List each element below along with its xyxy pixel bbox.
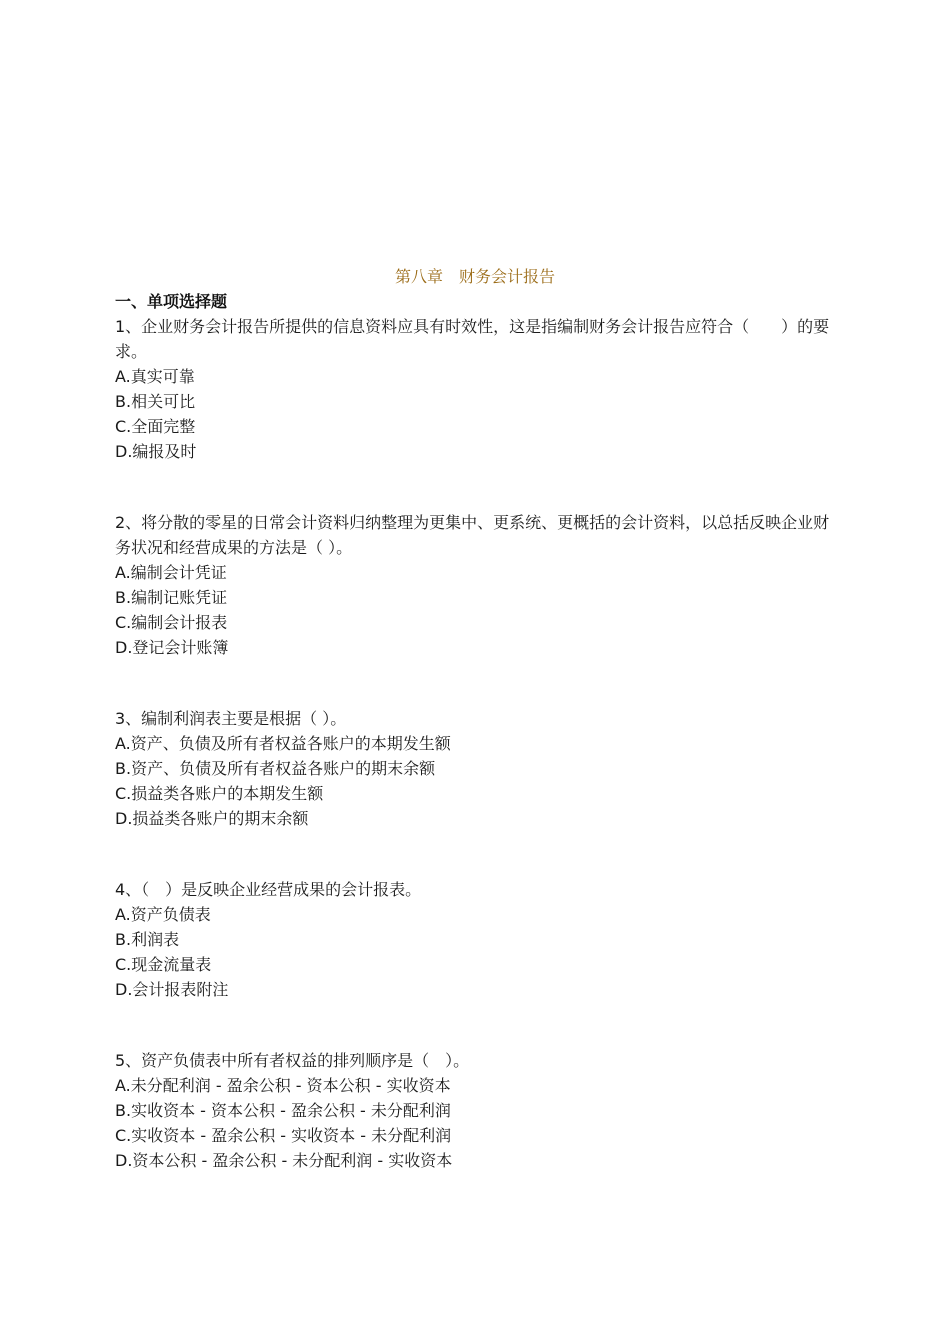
- option-c: C.实收资本 - 盈余公积 - 实收资本 - 未分配利润: [115, 1126, 452, 1145]
- question-text: 5、资产负债表中所有者权益的排列顺序是（ ）。: [115, 1051, 470, 1070]
- option-a: A.真实可靠: [115, 367, 195, 386]
- question-text: 2、将分散的零星的日常会计资料归纳整理为更集中、更系统、更概括的会计资料，以总括反映企业财务状况和经营成果的方法是（ ）。: [115, 513, 830, 557]
- section-heading: 一、单项选择题: [115, 292, 228, 311]
- chapter-title: 第八章 财务会计报告: [394, 267, 555, 286]
- option-b: B.相关可比: [115, 392, 196, 411]
- question-2: [115, 510, 835, 660]
- question-3: [115, 706, 835, 831]
- option-b: B.资产、负债及所有者权益各账户的期末余额: [115, 759, 436, 778]
- option-a: A.资产、负债及所有者权益各账户的本期发生额: [115, 734, 451, 753]
- option-b: B.实收资本 - 资本公积 - 盈余公积 - 未分配利润: [115, 1101, 451, 1120]
- option-d: D.编报及时: [115, 442, 197, 461]
- option-a: A.资产负债表: [115, 905, 211, 924]
- option-c: C.编制会计报表: [115, 613, 228, 632]
- option-b: B.编制记账凭证: [115, 588, 228, 607]
- option-d: D.损益类各账户的期末余额: [115, 809, 309, 828]
- question-text: 3、编制利润表主要是根据（ ）。: [115, 709, 347, 728]
- question-5: [115, 1048, 835, 1173]
- option-c: C.现金流量表: [115, 955, 212, 974]
- option-a: A.编制会计凭证: [115, 563, 227, 582]
- option-c: C.全面完整: [115, 417, 196, 436]
- option-d: D.登记会计账簿: [115, 638, 229, 657]
- question-text: 4、（ ）是反映企业经营成果的会计报表。: [115, 880, 422, 899]
- option-d: D.资本公积 - 盈余公积 - 未分配利润 - 实收资本: [115, 1151, 453, 1170]
- question-text: 1、企业财务会计报告所提供的信息资料应具有时效性，这是指编制财务会计报告应符合（ ）的要求。: [115, 317, 830, 361]
- question-list: [115, 290, 835, 1173]
- option-c: C.损益类各账户的本期发生额: [115, 784, 324, 803]
- question-4: [115, 877, 835, 1002]
- option-d: D.会计报表附注: [115, 980, 229, 999]
- option-a: A.未分配利润 - 盈余公积 - 资本公积 - 实收资本: [115, 1076, 451, 1095]
- option-b: B.利润表: [115, 930, 180, 949]
- question-1: [115, 314, 835, 464]
